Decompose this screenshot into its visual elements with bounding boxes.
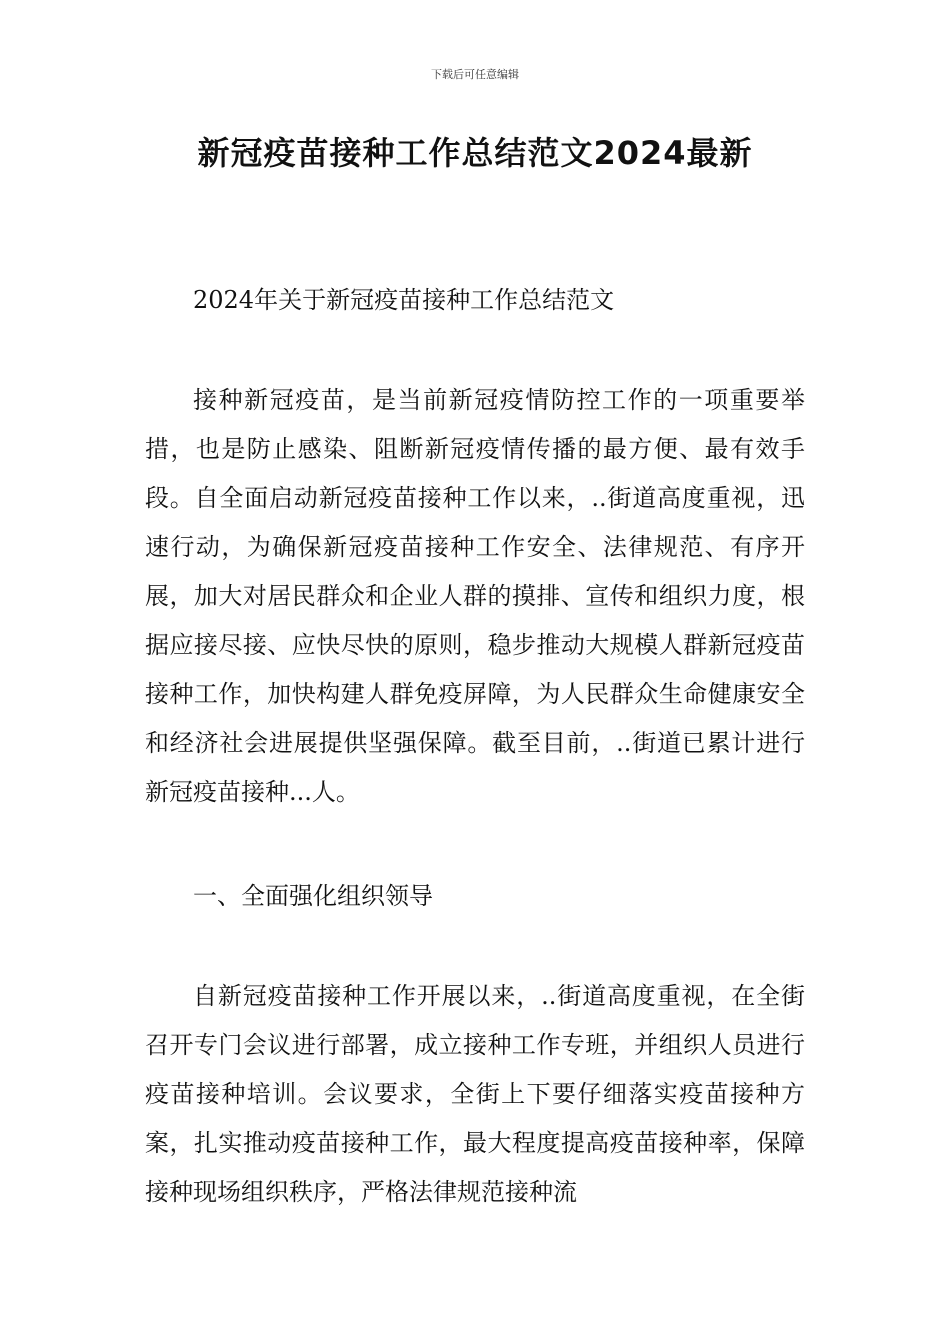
section-heading-1-text: 一、全面强化组织领导 xyxy=(193,882,433,910)
header-note: 下载后可任意编辑 xyxy=(431,68,519,81)
paragraph-intro xyxy=(145,376,805,817)
paragraph-section-1-text: 自新冠疫苗接种工作开展以来，..街道高度重视，在全街召开专门会议进行部署，成立接种工作专班，并组织人员进行疫苗接种培训。会议要求，全街上下要仔细落实疫苗接种方案，扎实推动疫苗接种工作，最大程度提高疫苗接种率，保障接种现场组织秩序，严格法律规范接种流 xyxy=(145,982,805,1206)
document-subtitle xyxy=(145,276,805,325)
document-title: 新冠疫苗接种工作总结范文2024最新 xyxy=(197,134,753,172)
paragraph-section-1 xyxy=(145,972,805,1217)
section-heading-1 xyxy=(145,872,805,921)
paragraph-intro-text: 接种新冠疫苗，是当前新冠疫情防控工作的一项重要举措，也是防止感染、阻断新冠疫情传播的最方便、最有效手段。自全面启动新冠疫苗接种工作以来，..街道高度重视，迅速行动，为确保新冠疫苗接种工作安全、法律规范、有序开展，加大对居民群众和企业人群的摸排、宣传和组织力度，根据应接尽接、应快尽快的原则，稳步推动大规模人群新冠疫苗接种工作，加快构建人群免疫屏障，为人民群众生命健康安全和经济社会进展提供坚强保障。截至目前，..街道已累计进行新冠疫苗接种...人。 xyxy=(145,386,805,806)
subtitle-text: 2024年关于新冠疫苗接种工作总结范文 xyxy=(193,286,615,314)
